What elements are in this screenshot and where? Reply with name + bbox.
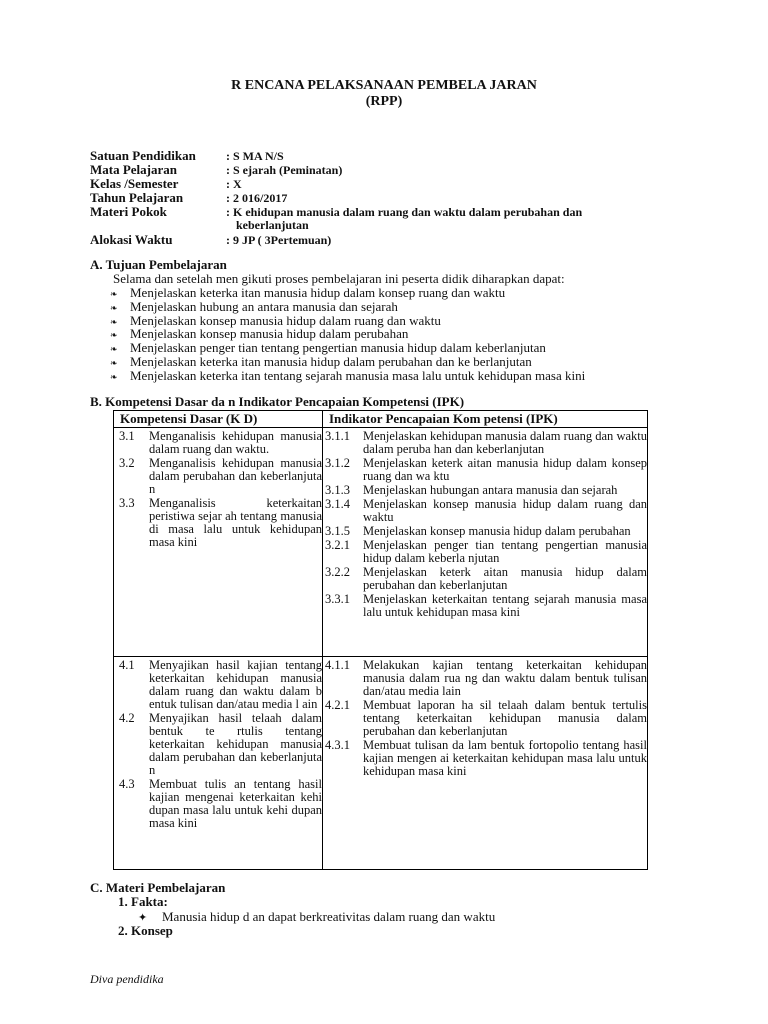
ipk-number: 3.2.2	[325, 565, 350, 579]
ipk-number: 3.3.1	[325, 592, 350, 606]
ipk-number: 3.1.3	[325, 483, 350, 497]
identity-label-alokasi: Alokasi Waktu	[90, 232, 173, 247]
section-c-heading: C. Materi Pembelajaran	[90, 880, 226, 895]
ipk-number: 3.2.1	[325, 538, 350, 552]
objective-text: Menjelaskan penger tian tentang pengertian manusia hidup dalam keberlanjutan	[130, 340, 546, 355]
ipk-item	[323, 566, 647, 592]
ipk-number: 4.1.1	[325, 658, 350, 672]
ipk-text: Melakukan kajian tentang keterkaitan kehidupan manusia dalam rua ng dan waktu dalam bentuk tulisan dan/atau media lain	[363, 658, 647, 698]
document-subtitle: (RPP)	[365, 94, 403, 109]
fleuron-bullet-icon: ❧	[110, 344, 118, 354]
objective-text: Menjelaskan hubung an antara manusia dan sejarah	[130, 299, 398, 314]
ipk-item	[323, 699, 647, 738]
objective-text: Menjelaskan keterka itan manusia hidup dalam konsep ruang dan waktu	[130, 285, 506, 300]
ipk-cell	[323, 428, 648, 657]
identity-label-satuan: Satuan Pendidikan	[90, 148, 196, 163]
ipk-number: 3.1.2	[325, 456, 350, 470]
ipk-item	[323, 498, 647, 524]
ipk-number: 3.1.4	[325, 497, 350, 511]
objective-text: Menjelaskan konsep manusia hidup dalam ruang dan waktu	[130, 313, 441, 328]
competency-table	[113, 410, 648, 870]
section-c-fakta-heading: 1. Fakta:	[118, 894, 168, 909]
identity-label-materi: Materi Pokok	[90, 204, 167, 219]
ipk-text: Membuat tulisan da lam bentuk fortopolio tentang hasil kajian mengen ai keterkaitan kehidupan masa lalu untuk kehidupan masa kini	[363, 738, 647, 778]
identity-label-mapel: Mata Pelajaran	[90, 162, 178, 177]
kd-item	[114, 659, 322, 711]
ipk-text: Menjelaskan kehidupan manusia dalam ruang dan waktu dalam peruba han dan keberlanjutan	[363, 429, 647, 456]
objective-text: Menjelaskan keterka itan tentang sejarah manusia masa lalu untuk kehidupan masa kini	[130, 368, 586, 383]
fleuron-bullet-icon: ❧	[110, 330, 118, 340]
table-row	[114, 657, 648, 870]
ipk-text: Menjelaskan konsep manusia hidup dalam perubahan	[363, 524, 631, 538]
ipk-item	[323, 739, 647, 778]
section-c-konsep-heading: 2. Konsep	[118, 923, 173, 938]
identity-label-kelas: Kelas /Semester	[90, 176, 179, 191]
kd-number: 3.2	[119, 456, 135, 470]
identity-value-alokasi: : 9 JP ( 3Pertemuan)	[226, 233, 332, 247]
ipk-number: 4.3.1	[325, 738, 350, 752]
ipk-text: Menjelaskan keterk aitan manusia hidup dalam perubahan dan keberlanjutan	[363, 565, 647, 592]
column-header-ipk: Indikator Pencapaian Kom petensi (IPK)	[323, 411, 648, 428]
kd-item	[114, 778, 322, 830]
ipk-text: Membuat laporan ha sil telaah dalam bentuk tertulis tentang keterkaitan kehidupan manusia dalam perubahan dan keberlanjutan	[363, 698, 647, 738]
kd-item	[114, 497, 322, 549]
identity-value-tahun: : 2 016/2017	[226, 191, 288, 205]
kd-number: 3.3	[119, 496, 135, 510]
list-item	[110, 369, 585, 385]
fakta-text: Manusia hidup d an dapat berkreativitas dalam ruang dan waktu	[162, 909, 496, 924]
ipk-item	[323, 525, 647, 538]
ipk-text: Menjelaskan keterkaitan tentang sejarah manusia masa lalu untuk kehidupan masa kini	[363, 592, 647, 619]
column-header-kd: Kompetensi Dasar (K D)	[114, 411, 323, 428]
ipk-text: Menjelaskan keterk aitan manusia hidup dalam konsep ruang dan wa ktu	[363, 456, 647, 483]
star-bullet-icon: ✦	[138, 912, 148, 924]
kd-number: 4.3	[119, 777, 135, 791]
section-a-heading: A. Tujuan Pembelajaran	[90, 257, 227, 272]
ipk-number: 4.2.1	[325, 698, 350, 712]
ipk-number: 3.1.5	[325, 524, 350, 538]
kd-text: Membuat tulis an tentang hasil kajian mengenai keterkaitan kehi dupan masa lalu untuk kehi dupan masa kini	[149, 777, 322, 830]
kd-number: 3.1	[119, 429, 135, 443]
ipk-item	[323, 539, 647, 565]
table-row	[114, 428, 648, 657]
fleuron-bullet-icon: ❧	[110, 303, 118, 313]
kd-number: 4.1	[119, 658, 135, 672]
ipk-text: Menjelaskan penger tian tentang pengertian manusia hidup dalam keberla njutan	[363, 538, 647, 565]
kd-text: Menganalisis kehidupan manusia dalam ruang dan waktu.	[149, 429, 322, 456]
kd-text: Menyajikan hasil telaah dalam bentuk te rtulis tentang keterkaitan kehidupan manusia dalam perubahan dan keberlanjuta n	[149, 711, 322, 777]
fakta-item	[138, 909, 495, 925]
kd-cell	[114, 428, 323, 657]
fleuron-bullet-icon: ❧	[110, 372, 118, 382]
ipk-item	[323, 593, 647, 619]
ipk-item	[323, 430, 647, 456]
identity-value-materi: : K ehidupan manusia dalam ruang dan waktu dalam perubahan dan	[226, 205, 583, 219]
kd-text: Menganalisis keterkaitan peristiwa sejar ah tentang manusia di masa lalu untuk kehidupan masa kini	[149, 496, 322, 549]
identity-value-mapel: : S ejarah (Peminatan)	[226, 163, 343, 177]
ipk-number: 3.1.1	[325, 429, 350, 443]
ipk-text: Menjelaskan hubungan antara manusia dan sejarah	[363, 483, 618, 497]
section-b-heading: B. Kompetensi Dasar da n Indikator Pencapaian Kompetensi (IPK)	[90, 394, 465, 409]
identity-value-materi-cont: keberlanjutan	[236, 218, 309, 232]
fleuron-bullet-icon: ❧	[110, 317, 118, 327]
kd-item	[114, 457, 322, 496]
section-a-intro: Selama dan setelah men gikuti proses pembelajaran ini peserta didik diharapkan dapat:	[113, 271, 565, 286]
ipk-cell	[323, 657, 648, 870]
ipk-text: Menjelaskan konsep manusia hidup dalam ruang dan waktu	[363, 497, 647, 524]
kd-text: Menyajikan hasil kajian tentang keterkaitan kehidupan manusia dalam ruang dan waktu dalam b entuk tulisan dan/atau media l ain	[149, 658, 322, 711]
ipk-item	[323, 484, 647, 497]
kd-item	[114, 430, 322, 456]
identity-label-tahun: Tahun Pelajaran	[90, 190, 184, 205]
identity-value-satuan: : S MA N/S	[226, 149, 284, 163]
ipk-item	[323, 457, 647, 483]
kd-cell	[114, 657, 323, 870]
table-header-row	[114, 411, 648, 428]
objective-text: Menjelaskan konsep manusia hidup dalam perubahan	[130, 326, 409, 341]
page-footer: Diva pendidika	[90, 972, 164, 986]
document-title: R ENCANA PELAKSANAAN PEMBELA JARAN	[231, 78, 537, 93]
fleuron-bullet-icon: ❧	[110, 358, 118, 368]
objective-text: Menjelaskan keterka itan manusia hidup dalam perubahan dan ke berlanjutan	[130, 354, 532, 369]
ipk-item	[323, 659, 647, 698]
kd-item	[114, 712, 322, 777]
kd-number: 4.2	[119, 711, 135, 725]
fleuron-bullet-icon: ❧	[110, 289, 118, 299]
kd-text: Menganalisis kehidupan manusia dalam perubahan dan keberlanjuta n	[149, 456, 322, 496]
identity-value-kelas: : X	[226, 177, 242, 191]
